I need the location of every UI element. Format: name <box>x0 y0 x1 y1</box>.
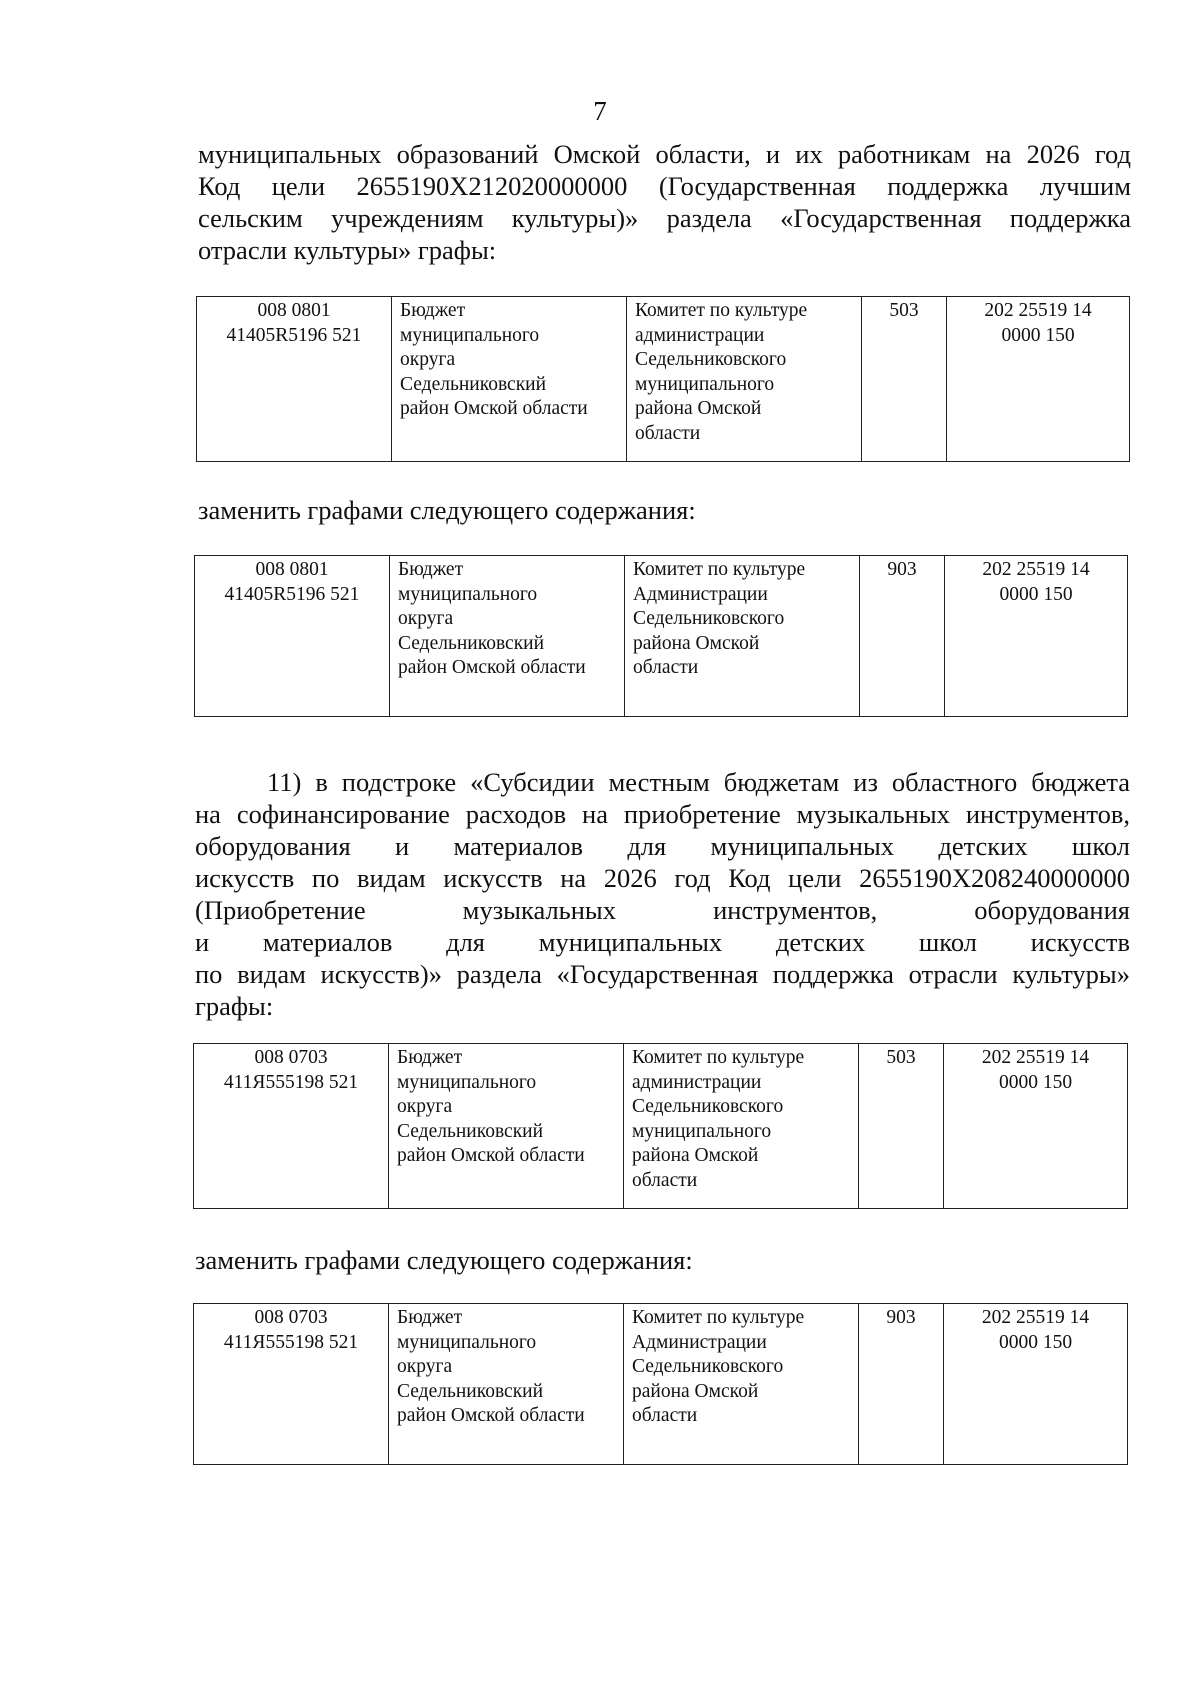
paragraph-line: и материалов для муниципальных детских школ искусств <box>195 927 1130 957</box>
replace-instruction: заменить графами следующего содержания: <box>195 1245 693 1275</box>
code-cell: 008 0703 411Я555198 521 <box>194 1044 389 1209</box>
budget-cell: Бюджет муниципального округа Седельниковский район Омской области <box>390 556 625 717</box>
new-row-table-2 <box>193 1303 1128 1465</box>
kbk-cell: 202 25519 14 0000 150 <box>944 1044 1128 1209</box>
admin-cell: Комитет по культуре администрации Седельниковского муниципального района Омской области <box>624 1044 859 1209</box>
admin-cell: Комитет по культуре Администрации Седельниковского района Омской области <box>625 556 860 717</box>
kbk-cell: 202 25519 14 0000 150 <box>947 297 1130 462</box>
code-cell: 008 0801 41405R5196 521 <box>195 556 390 717</box>
code-cell: 008 0801 41405R5196 521 <box>197 297 392 462</box>
paragraph-line: на софинансирование расходов на приобретение музыкальных инструментов, <box>195 799 1130 829</box>
paragraph-line: по видам искусств)» раздела «Государственная поддержка отрасли культуры» <box>195 959 1130 989</box>
paragraph-line: Код цели 2655190Х212020000000 (Государственная поддержка лучшим <box>198 171 1131 201</box>
old-row-table-2 <box>193 1043 1128 1209</box>
admin-cell: Комитет по культуре Администрации Седельниковского района Омской области <box>624 1304 859 1465</box>
admin-code-cell: 503 <box>859 1044 944 1209</box>
new-row-table-1 <box>194 555 1128 717</box>
intro-paragraph <box>198 138 1131 266</box>
item-11-paragraph <box>195 766 1130 1022</box>
admin-code-cell: 903 <box>860 556 945 717</box>
paragraph-line: искусств по видам искусств на 2026 год Код цели 2655190Х208240000000 <box>195 863 1130 893</box>
budget-cell: Бюджет муниципального округа Седельниковский район Омской области <box>392 297 627 462</box>
replace-instruction: заменить графами следующего содержания: <box>198 495 696 525</box>
page-number: 7 <box>593 96 607 126</box>
admin-code-cell: 903 <box>859 1304 944 1465</box>
admin-cell: Комитет по культуре администрации Седельниковского муниципального района Омской области <box>627 297 862 462</box>
code-cell: 008 0703 411Я555198 521 <box>194 1304 389 1465</box>
old-row-table-1 <box>196 296 1130 462</box>
paragraph-line: 11) в подстроке «Субсидии местным бюджетам из областного бюджета <box>267 767 1130 797</box>
paragraph-line: графы: <box>195 991 274 1021</box>
paragraph-line: муниципальных образований Омской области, и их работникам на 2026 год <box>198 139 1131 169</box>
kbk-cell: 202 25519 14 0000 150 <box>945 556 1128 717</box>
paragraph-line: (Приобретение музыкальных инструментов, оборудования <box>195 895 1130 925</box>
budget-cell: Бюджет муниципального округа Седельниковский район Омской области <box>389 1304 624 1465</box>
paragraph-line: отрасли культуры» графы: <box>198 235 497 265</box>
kbk-cell: 202 25519 14 0000 150 <box>944 1304 1128 1465</box>
budget-cell: Бюджет муниципального округа Седельниковский район Омской области <box>389 1044 624 1209</box>
admin-code-cell: 503 <box>862 297 947 462</box>
paragraph-line: сельским учреждениям культуры)» раздела «Государственная поддержка <box>198 203 1131 233</box>
paragraph-line: оборудования и материалов для муниципальных детских школ <box>195 831 1130 861</box>
